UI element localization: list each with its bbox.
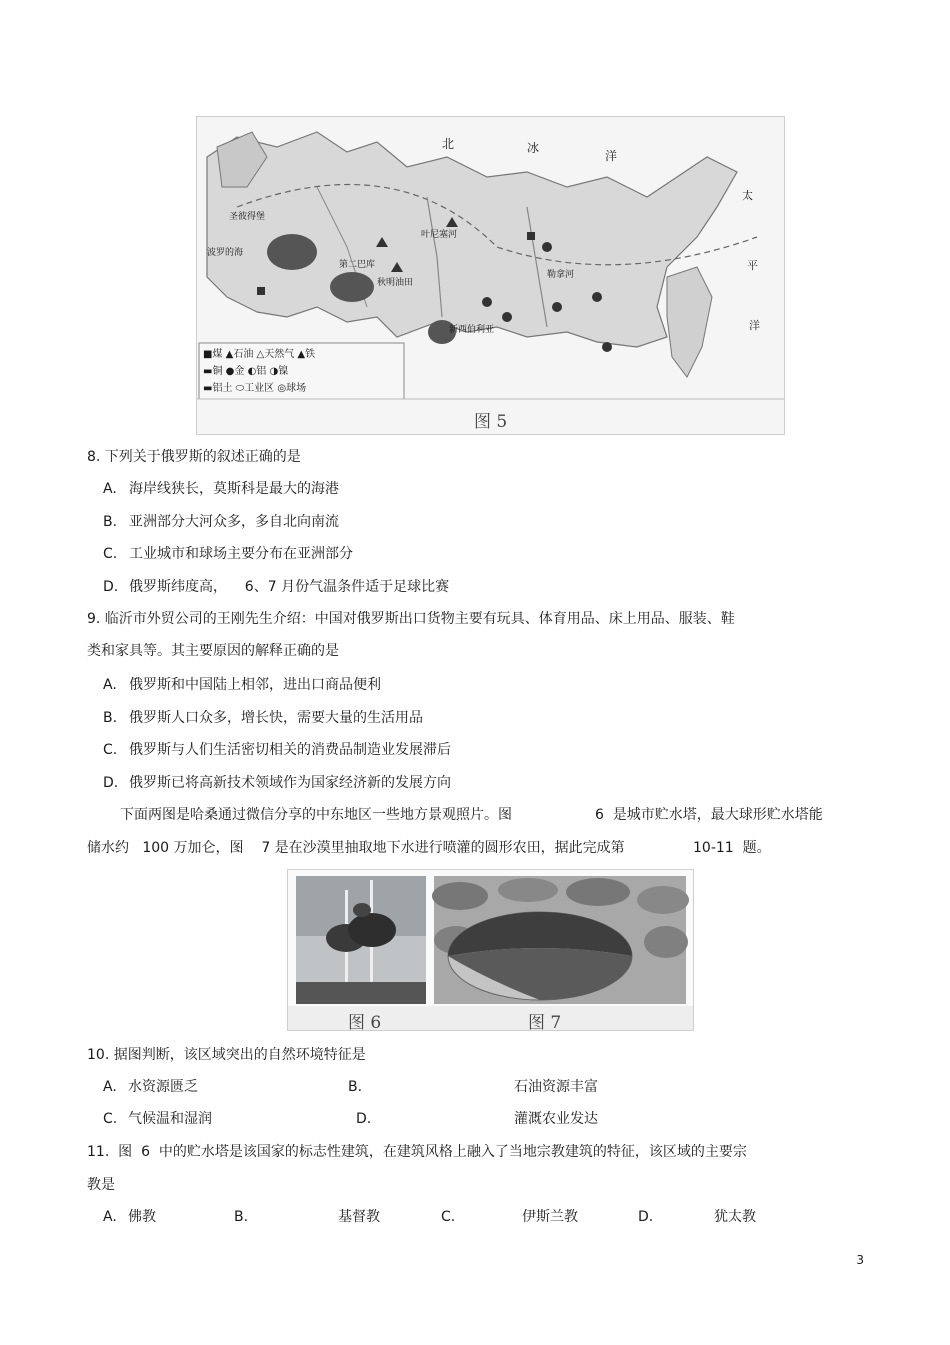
q8-option-a: A. 海岸线狭长，莫斯科是最大的海港: [103, 481, 339, 497]
map-label-city-d: 新西伯利亚: [449, 325, 495, 335]
map-caption: 图 5: [474, 412, 508, 432]
legend-item: ◎球场: [277, 383, 307, 394]
q11-a-label: A.: [103, 1209, 117, 1225]
legend-item: ▬铝土: [203, 383, 233, 394]
q11-d-text: 犹太教: [714, 1209, 756, 1225]
intro-line1-b: 6 是城市贮水塔，最大球形贮水塔能: [595, 807, 823, 823]
q9-stem-line1: 9. 临沂市外贸公司的王刚先生介绍：中国对俄罗斯出口货物主要有玩具、体育用品、床上用品、服装、鞋: [87, 611, 735, 627]
legend-item: ▲石油: [225, 349, 254, 360]
legend-item: ▬铜: [203, 366, 223, 377]
q11-stem-line1: 11. 图 6 中的贮水塔是该国家的标志性建筑，在建筑风格上融入了当地宗教建筑的特征，该区域的主要宗: [87, 1144, 747, 1160]
legend-item: ●金: [225, 366, 245, 377]
map-label-river-a: 叶尼塞河: [421, 230, 458, 240]
q11-b-label: B.: [234, 1209, 249, 1225]
photos-figure: [287, 869, 694, 1031]
q9-option-a: A. 俄罗斯和中国陆上相邻，进出口商品便利: [103, 677, 381, 693]
legend-item: ■煤: [203, 349, 223, 360]
q8-stem: 8. 下列关于俄罗斯的叙述正确的是: [87, 449, 301, 465]
q11-c-label: C.: [441, 1209, 456, 1225]
q10-a-text: 水资源匮乏: [128, 1079, 198, 1095]
q10-a-label: A.: [103, 1079, 117, 1095]
q9-option-b: B. 俄罗斯人口众多，增长快，需要大量的生活用品: [103, 710, 423, 726]
legend-item: ◐铝: [247, 366, 267, 377]
map-label-west: 波罗的海: [207, 248, 244, 258]
fig6-caption: 图 6: [348, 1013, 382, 1033]
map-label-ocean-north-2: 冰: [527, 141, 540, 155]
map-label-pacific-1: 太: [742, 189, 753, 202]
q10-stem: 10. 据图判断，该区域突出的自然环境特征是: [87, 1047, 366, 1063]
intro-line1-a: 下面两图是哈桑通过微信分享的中东地区一些地方景观照片。图: [120, 807, 512, 823]
q10-d-label: D.: [356, 1111, 372, 1127]
q8-option-c: C. 工业城市和球场主要分布在亚洲部分: [103, 546, 353, 562]
q9-option-d: D. 俄罗斯已将高新技术领域作为国家经济新的发展方向: [103, 775, 451, 791]
map-label-city-c: 秋明油田: [377, 278, 414, 288]
legend-item: △天然气: [256, 349, 295, 360]
photos: [288, 870, 693, 1030]
q9-stem-line2: 类和家具等。其主要原因的解释正确的是: [87, 643, 339, 659]
q8-option-d: D. 俄罗斯纬度高， 6、7 月份气温条件适于足球比赛: [103, 579, 450, 595]
map-label-river-b: 勒拿河: [547, 270, 575, 280]
map-label-ocean-north-1: 北: [442, 137, 455, 151]
legend-item: ⬭工业区: [235, 383, 275, 394]
intro-line2-a: 储水约 100 万加仑，图 7 是在沙漠里抽取地下水进行喷灌的圆形农田，据此完成第: [87, 840, 625, 856]
q10-b-text: 石油资源丰富: [514, 1079, 598, 1095]
q11-d-label: D.: [638, 1209, 654, 1225]
map-legend: [203, 346, 403, 397]
map-label-city-b: 第二巴库: [339, 260, 376, 270]
q11-b-text: 基督教: [338, 1209, 380, 1225]
legend-item: ◑镍: [269, 366, 289, 377]
map-label-pacific-3: 洋: [749, 319, 760, 332]
fig7-caption: 图 7: [528, 1013, 562, 1033]
q11-a-text: 佛教: [128, 1209, 156, 1225]
q10-b-label: B.: [348, 1079, 363, 1095]
q10-c-text: 气候温和湿润: [128, 1111, 212, 1127]
map-label-pacific-2: 平: [747, 259, 758, 272]
legend-item: ▲铁: [297, 349, 316, 360]
page-number: 3: [856, 1253, 864, 1267]
map-label-ocean-north-3: 洋: [605, 149, 618, 163]
q11-stem-line2: 教是: [87, 1177, 115, 1193]
map-label-city-a: 圣彼得堡: [229, 212, 266, 222]
q10-c-label: C.: [103, 1111, 118, 1127]
q9-option-c: C. 俄罗斯与人们生活密切相关的消费品制造业发展滞后: [103, 742, 451, 758]
intro-line2-b: 10-11 题。: [693, 840, 771, 856]
q11-c-text: 伊斯兰教: [522, 1209, 578, 1225]
russia-map-figure: [196, 116, 785, 435]
q8-option-b: B. 亚洲部分大河众多，多自北向南流: [103, 514, 339, 530]
q10-d-text: 灌溉农业发达: [514, 1111, 598, 1127]
